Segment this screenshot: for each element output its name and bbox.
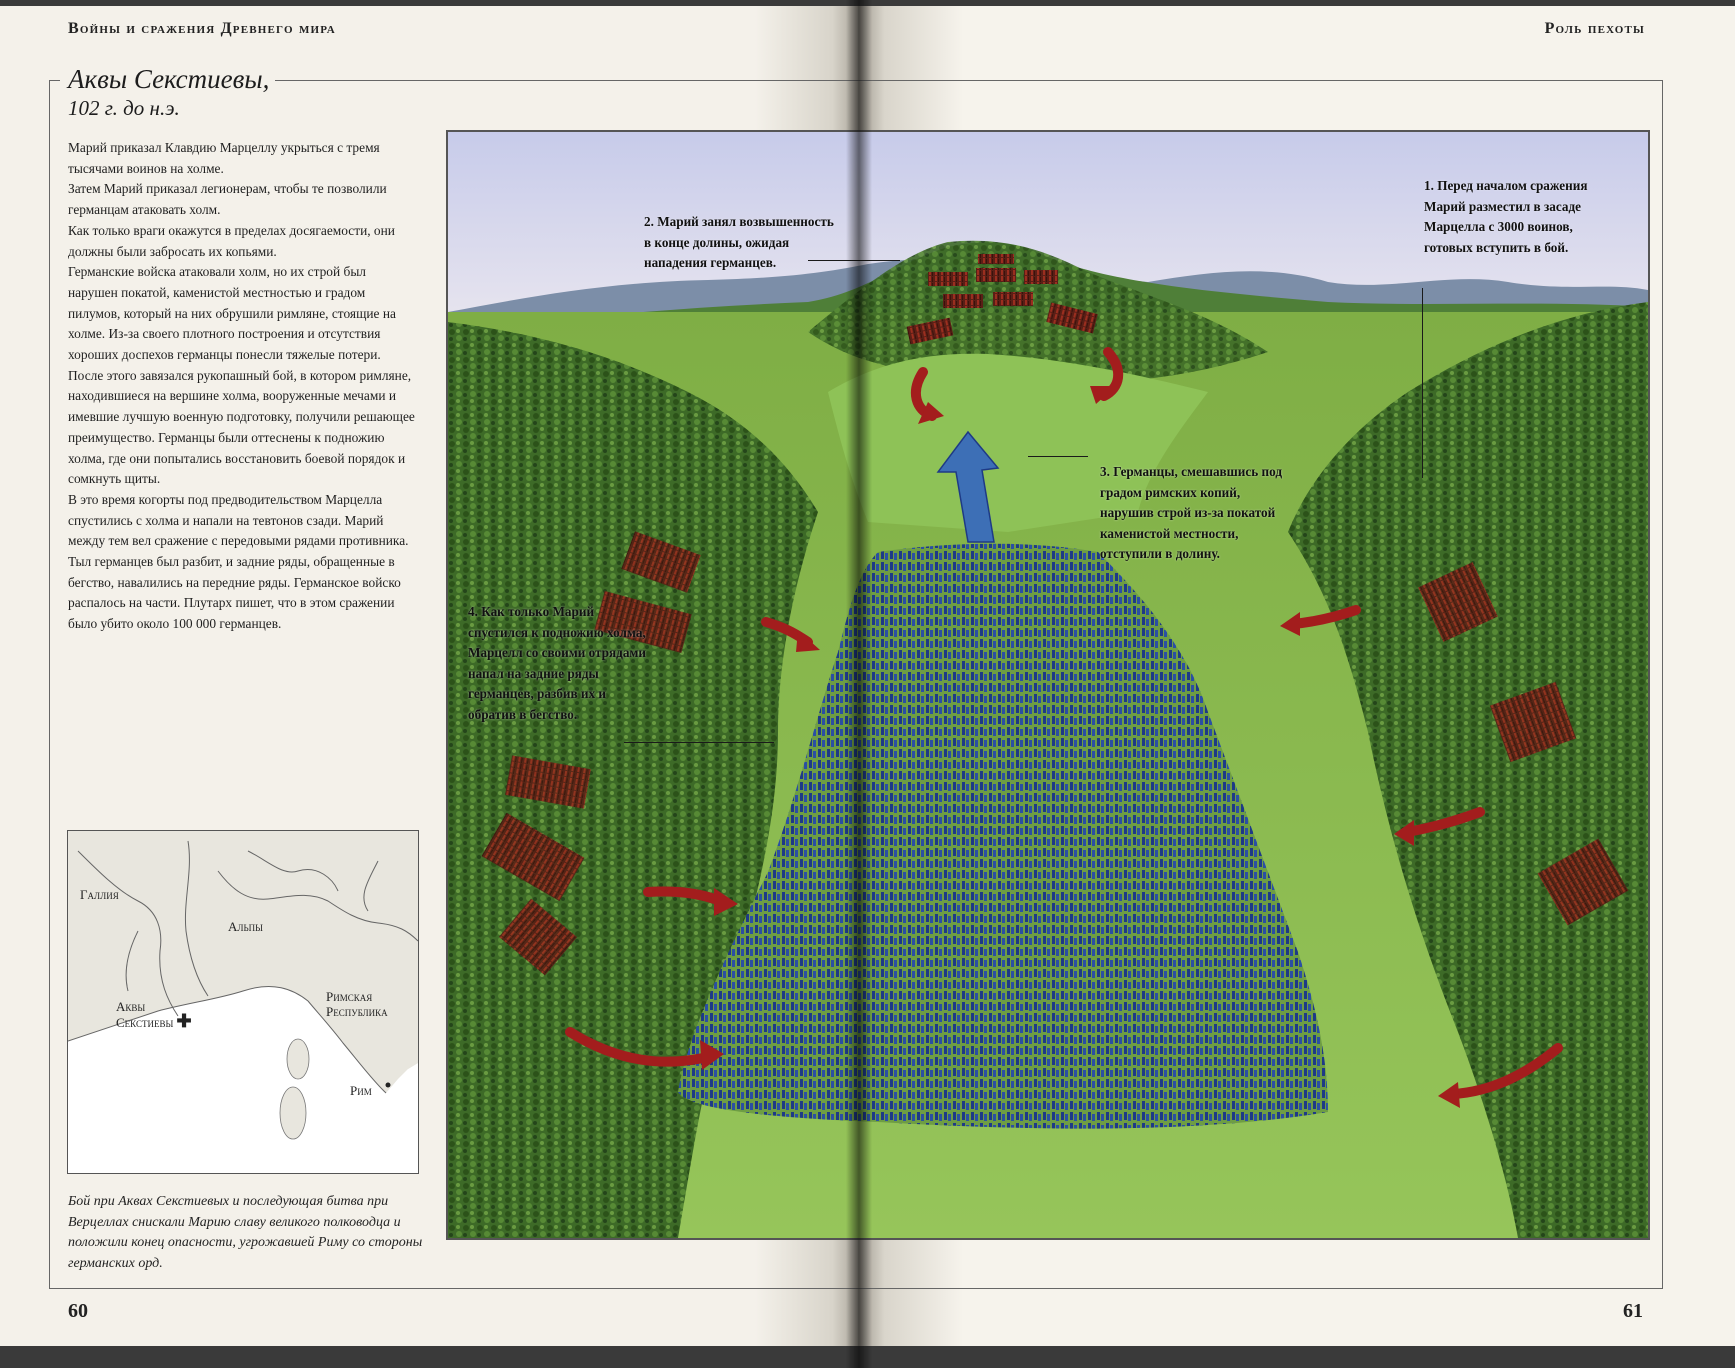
body-text <box>68 138 418 635</box>
map-label-aquae-line1: Аквы <box>116 999 146 1014</box>
map-label-aquae-line2: Секстиевы <box>116 1015 174 1030</box>
roman-cohort <box>928 272 968 286</box>
roman-cohort <box>1024 270 1058 284</box>
body-paragraph: Как только враги окажутся в пределах досягаемости, они должны были забросать их копьями. <box>68 222 395 259</box>
rome-dot <box>386 1083 391 1088</box>
annotation-2: 2. Марий занял возвышенность в конце долины, ожидая нападения германцев. <box>644 214 834 270</box>
body-paragraph: Германские войска атаковали холм, но их строй был нарушен покатой, каменистой местностью и градом пилумов, который на них обрушили римляне, стоящие на холме. Из-за своего плотного построения и отсутствия хороших доспехов германцы понесли тяжелые потери. После этого завязался рукопашный бой, в котором римляне, находившиеся на вершине холма, вооруженные мечами и имевшие лучшую военную подготовку, получили решающее преимущество. Германцы были оттеснены к подножию холма, где они попытались восстановить боевой порядок и сомкнуть щиты. <box>68 264 415 487</box>
roman-cohort <box>976 268 1016 282</box>
battle-illustration <box>446 130 1650 1240</box>
book-gutter <box>846 0 872 1368</box>
illustration-caption: Бой при Аквах Секстиевых и последующая битва при Верцеллах снискали Марию славу великого полководца и положили конец опасности, угрожавшей Риму со стороны германских орд. <box>68 1194 423 1271</box>
leader-line-note1 <box>1422 288 1423 478</box>
body-paragraph: Марий приказал Клавдию Марцеллу укрыться с тремя тысячами воинов на холме. <box>68 140 380 176</box>
corsica-island <box>287 1039 309 1079</box>
battle-name: Аквы Секстиевы, <box>68 64 270 94</box>
inset-map <box>67 830 419 1174</box>
body-paragraph: Затем Марий приказал легионерам, чтобы те позволили германцам атаковать холм. <box>68 181 387 218</box>
map-label-republic <box>326 989 388 1019</box>
map-label-alps: Альпы <box>228 919 264 934</box>
roman-cohort <box>943 294 983 308</box>
body-paragraph: В это время когорты под предводительством Марцелла спустились с холма и напали на тевтонов сзади. Марий между тем вел сражение с передовыми рядами противника. Тыл германцев был разбит, и задние ряды, обращенные в бегство, навалились на передние ряды. Германское войско распалось на части. Плутарх пишет, что в этом сражении было убито около 100 000 германцев. <box>68 491 409 632</box>
map-label-aquae <box>116 999 192 1030</box>
map-label-republic-line1: Римская <box>326 989 373 1004</box>
annotation-1: 1. Перед началом сражения Марий разместил в засаде Марцелла с 3000 воинов, готовых вступить в бой. <box>1424 178 1588 255</box>
battle-marker-icon: ✚ <box>176 1011 192 1031</box>
left-page-number: 60 <box>68 1300 88 1322</box>
map-label-gaul: Галлия <box>80 887 119 902</box>
roman-cohort <box>978 254 1014 264</box>
left-running-head: Войны и сражения Древнего мира <box>68 20 336 37</box>
annotation-3: 3. Германцы, смешавшись под градом римских копий, нарушив строй из-за покатой каменистой местности, отступили в долину. <box>1100 464 1283 561</box>
map-label-rome: Рим <box>350 1083 372 1098</box>
battle-date: 102 г. до н.э. <box>68 96 180 120</box>
right-page-number: 61 <box>1623 1300 1643 1322</box>
roman-cohort <box>993 292 1033 306</box>
sardinia-island <box>280 1087 306 1139</box>
right-running-head: Роль пехоты <box>1544 20 1645 37</box>
section-title <box>60 64 275 122</box>
annotation-4: 4. Как только Марий спустился к подножию холма, Марцелл со своими отрядами напал на задние ряды германцев, разбив их и обратив в бегство. <box>468 604 646 722</box>
map-label-republic-line2: Республика <box>326 1004 388 1019</box>
leader-line-note3 <box>1028 456 1088 457</box>
leader-line-note4 <box>624 742 774 743</box>
